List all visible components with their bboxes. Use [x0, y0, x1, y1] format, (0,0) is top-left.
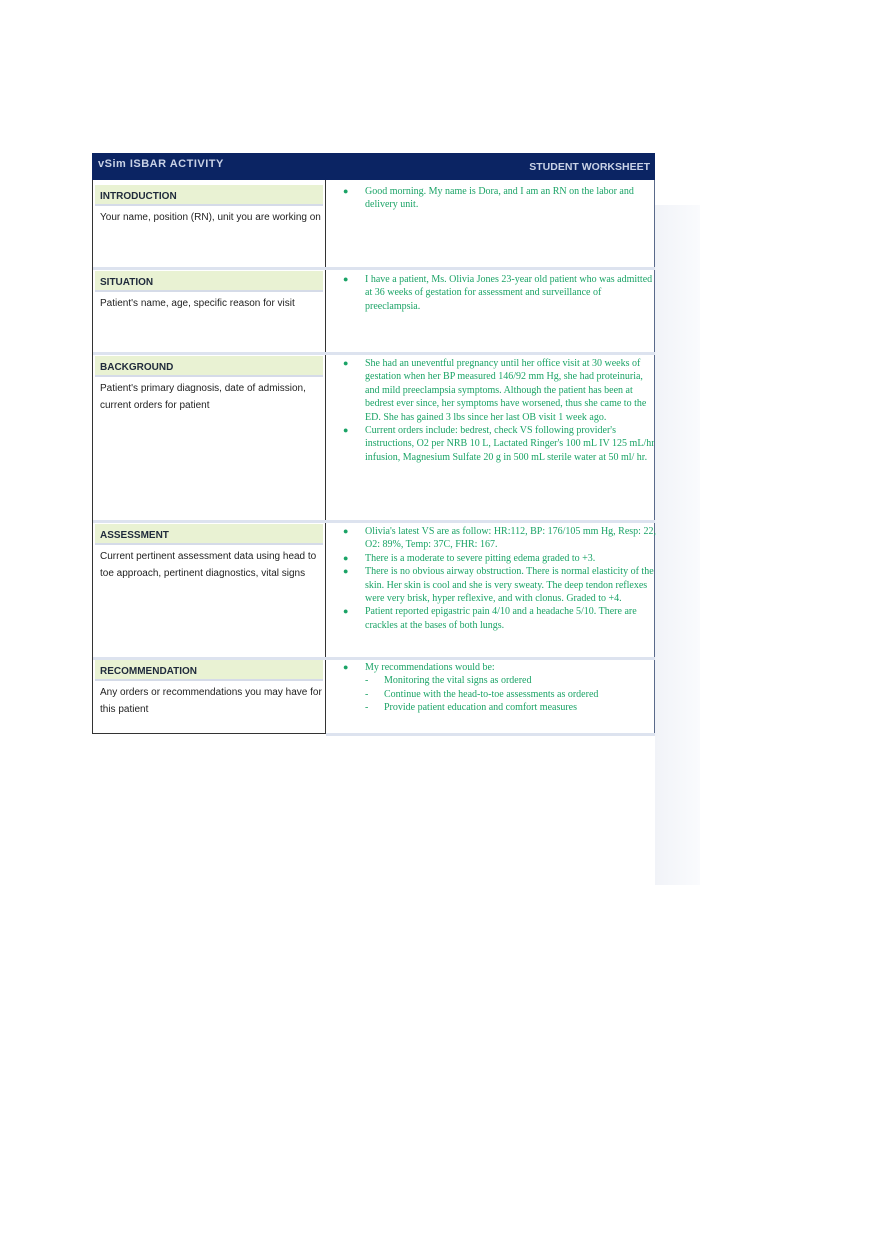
section-label-assessment: ASSESSMENT	[95, 524, 323, 545]
response-sub-item: - Provide patient education and comfort measures	[365, 702, 577, 714]
section-description-situation: Patient's name, age, specific reason for visit	[100, 298, 295, 309]
response-bullet: ● Patient reported epigastric pain 4/10 and a headache 5/10. There are crackles at the bases of both lungs.	[343, 606, 637, 631]
response-bullet: ● She had an uneventful pregnancy until her office visit at 30 weeks of gestation when her BP measured 146/92 mm Hg, she had proteinuria, and mild preeclampsia symptoms. Although the patient has been at bedrest ever since, her symptoms have worsened, thus she came to the ED. She has gained 3 lbs since her last OB visit 1 week ago.	[343, 358, 647, 423]
worksheet-title: STUDENT WORKSHEET	[529, 161, 650, 173]
left-column	[92, 180, 326, 734]
response-bullet: ● Current orders include: bedrest, check VS following provider's instructions, O2 per NRB 10 L, Lactated Ringer's 100 mL IV 125 mL/hr infusion, Magnesium Sulfate 20 g in 500 mL sterile water at 50 ml/ hr.	[343, 425, 655, 463]
section-description-recommendation: Any orders or recommendations you may have for this patient	[100, 687, 322, 715]
response-bullet: ● My recommendations would be:	[343, 662, 495, 673]
response-bullet: ● There is no obvious airway obstruction. There is normal elasticity of the skin. Her skin is cool and she is very sweaty. The deep tendon reflexes were very brisk, hyper reflexive, and with clonus. Graded to +4.	[343, 566, 654, 605]
response-background[interactable]	[327, 357, 657, 464]
worksheet-header	[92, 153, 655, 180]
activity-title: vSim ISBAR ACTIVITY	[98, 158, 224, 170]
section-description-introduction: Your name, position (RN), unit you are working on	[100, 212, 321, 223]
section-divider	[93, 267, 655, 270]
section-label-background: BACKGROUND	[95, 356, 323, 377]
section-description-assessment: Current pertinent assessment data using head to toe approach, pertinent diagnostics, vital signs	[100, 551, 317, 579]
response-situation[interactable]	[327, 273, 657, 313]
section-label-situation: SITUATION	[95, 271, 323, 292]
response-bullet: ● Good morning. My name is Dora, and I am an RN on the labor and delivery unit.	[343, 186, 634, 211]
response-assessment[interactable]	[327, 525, 657, 632]
page-shadow	[655, 205, 700, 885]
response-introduction[interactable]	[327, 185, 657, 212]
response-bullet: ● I have a patient, Ms. Olivia Jones 23-year old patient who was admitted at 36 weeks of gestation for assessment and surveillance of preeclampsia.	[343, 274, 653, 312]
response-bullet: ● Olivia's latest VS are as follow: HR:112, BP: 176/105 mm Hg, Resp: 22, O2: 89%, Temp: 37C, FHR: 167.	[343, 526, 656, 551]
response-bullet: ● There is a moderate to severe pitting edema graded to +3.	[343, 552, 596, 564]
section-divider	[93, 520, 655, 523]
response-sub-item: - Continue with the head-to-toe assessments as ordered	[365, 688, 599, 700]
section-description-background: Patient's primary diagnosis, date of admission, current orders for patient	[100, 383, 306, 411]
section-divider	[326, 733, 655, 736]
section-divider	[93, 352, 655, 355]
section-label-recommendation: RECOMMENDATION	[95, 660, 323, 681]
response-sub-item: - Monitoring the vital signs as ordered	[365, 675, 532, 687]
response-recommendation[interactable]	[327, 661, 657, 715]
section-label-introduction: INTRODUCTION	[95, 185, 323, 206]
